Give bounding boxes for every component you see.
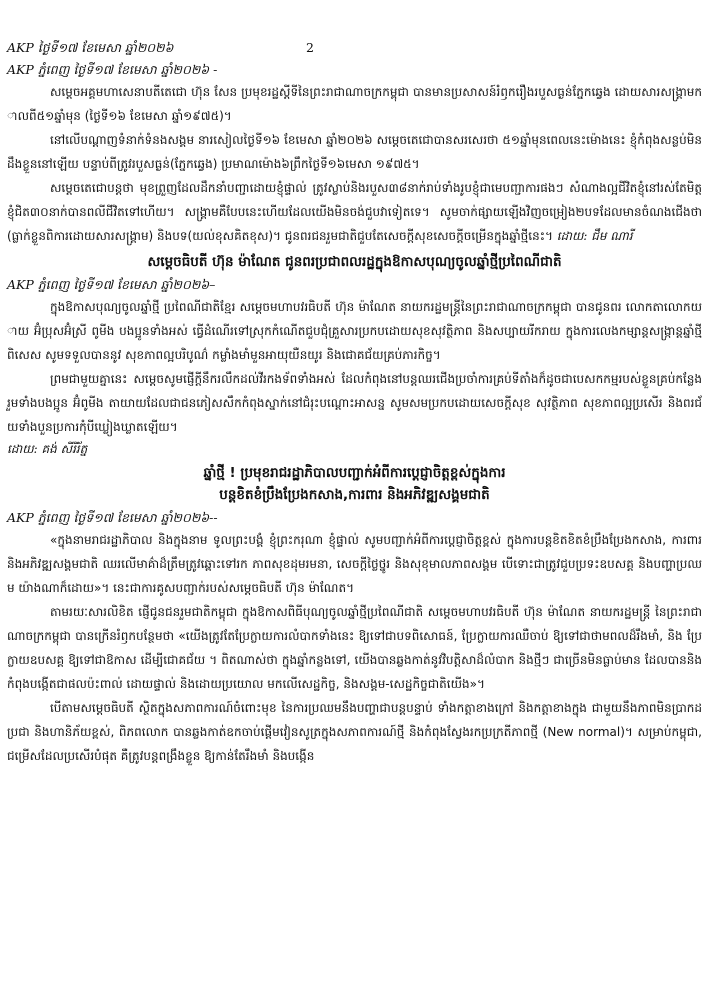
article-1-paragraph: សម្តេចអគ្គមហាសេនាបតីតេជោ ហ៊ុន សែន ប្រមុខរដ្ឋស្តីទីនៃព្រះរាជាណាចក្រកម្ពុជា បានមានប្រសាសន៍រំឭករឿងរបួសធ្ងន់ភ្នែកឆ្វេង ដោយសារសង្គ្រាមកាលពី៥១ឆ្នាំមុន (ថ្ងៃទី១៦ ខែមេសា ឆ្នាំ១៩៧៥)។ [7,85,702,123]
article-2-byline: ដោយ: គង់ សីរីរ័ត្ន [7,442,88,456]
article-1-paragraph-text: សម្តេចតេជោបន្តថា មុខព្រួញដែលដឹកនាំបញ្ជាដោយខ្ញុំផ្ទាល់ ត្រូវស្លាប់និងរបួស៣៨នាក់រាប់ទាំងរូបខ្ញុំជាមេបញ្ជាការផងៗ សំណាងល្អជីវិតខ្ញុំនៅរស់តែមិត្តខ្ញុំជិត៣០នាក់បានពលីជីវិតទៅហើយ។ សង្គ្រាមគឺបែបនេះហើយដែលយើងមិនចង់ជួបវាទៀតទេ។ សូមចាក់ផ្សាយឡើងវិញចម្រៀង២បទដែលមានចំណងជើងថា (ធ្លាក់ខ្លួនពិការដោយសារសង្គ្រាម) និងបទ(យល់ខុសគិតខុស)។ ជូនពរជនរួមជាតិជួបតែសេចក្តីសុខសេចក្តីចម្រើនក្នុងឆ្នាំថ្មីនេះ។ [7,181,702,243]
article-2-paragraph: ក្នុងឱកាសបុណ្យចូលឆ្នាំថ្មី ប្រពៃណីជាតិខ្មែរ សម្តេចមហាបវរធិបតី ហ៊ុន ម៉ាណែត នាយករដ្ឋមន្ត្រីនៃព្រះរាជាណាចក្រកម្ពុជា បានជូនពរ លោកតាលោកយាយ អ៊ំប្រុសអ៊ំស្រី ពូមីង បងប្អូនទាំងអស់ ធ្វើដំណើរទៅស្រុកកំណើតជួបជុំគ្រួសារប្រកបដោយសុខសុវត្ថិភាព និងសប្បាយរីករាយ ក្នុងការលេងកម្សាន្តសង្ក្រាន្តឆ្នាំថ្មី ពិសេស សូមទទួលបាននូវ សុខភាពល្អបរិបូណ៌ កម្លាំងមាំមួនអាយុយឺនយូរ និងជោគជ័យគ្រប់ភារកិច្ច។ [7,300,702,362]
article-3-paragraph: បើតាមសម្តេចធិបតី ស្ថិតក្នុងសភាពការណ៍ចំពោះមុខ នៃការប្រឈមនឹងបញ្ហាជាបន្តបន្ទាប់ ទាំងកត្តាខាងក្រៅ និងកត្តាខាងក្នុង ជាមួយនឹងភាពមិនប្រាកដប្រជា និងហានិភ័យខ្ពស់, ពិភពលោក បានឆ្លងកាត់ឧកចាប់ផ្ដើមវៀនសូត្រក្នុងសភាពការណ៍ថ្មី និងកំពុងស្វែងរកប្រក្រតីភាពថ្មី (New normal)។ សម្រាប់កម្ពុជា, ជម្រើសដែលប្រសើរបំផុត គឺត្រូវបន្តពង្រឹងខ្លួន ឱ្យកាន់តែរឹងមាំ និងបង្កើន [7,701,702,763]
article-3-paragraph: តាមរយៈសារលិខិត ផ្ញើជូនជនរួមជាតិកម្ពុជា ក្នុងឱកាសពិធីបុណ្យចូលឆ្នាំថ្មីប្រពៃណីជាតិ សម្តេចមហាបវរធិបតី ហ៊ុន ម៉ាណែត នាយករដ្ឋមន្ត្រី នៃព្រះរាជាណាចក្រកម្ពុជា បានក្រើនរំឭកបន្ថែមថា «យើងត្រូវតែប្រែក្លាយការលំបាកទាំងនេះ ឱ្យទៅជាបទពិសោធន៍, ប្រែក្លាយការឈឺចាប់ ឱ្យទៅជាថាមពលដ៏រឹងមាំ, និង ប្រែក្លាយឧបសគ្គ ឱ្យទៅជាឱកាស ដើម្បីជោគជ័យ ។ ពិតណាស់ថា ក្នុងឆ្នាំកន្លងទៅ, យើងបានឆ្លងកាត់នូវវិបត្តិសាដ៏លំបាក និងថ្មីៗ ជាច្រើនមិនធ្លាប់មាន ដែលបាននិងកំពុងបង្កើតជាផលប៉ះពាល់ ដោយផ្ទាល់ និងដោយប្រយោល មកលើសេដ្ឋកិច្ច, និងសង្គម-សេដ្ឋកិច្ចជាតិយើង»។ [7,605,702,691]
article-2 [7,251,702,459]
article-3-dateline: AKP ភ្នំពេញ ថ្ងៃទី១៧ ខែមេសា ឆ្នាំ២០២៦-- [7,510,218,525]
article-3-paragraph: «ក្នុងនាមរាជរដ្ឋាភិបាល និងក្នុងនាម ទូលព្រះបង្គំ ខ្ញុំព្រះករុណា ខ្ញុំផ្ទាល់ សូមបញ្ជាក់អំពីការប្តេជ្ញាចិត្តខ្ពស់ ក្នុងការបន្តខិតខិតខំប្រឹងប្រែងកសាង, ការពារ និងអភិវឌ្ឍសង្គមជាតិ ឈរលើមាគ៌ាដ៏ត្រឹមត្រូវឆ្ពោះទៅរក ភាពសុខដុមរមនា, សេចក្តីថ្លៃថ្នូរ និងសុខុមាលភាពសង្គម បើទោះជាត្រូវជួបប្រទះឧបសគ្គ និងបញ្ហាប្រឈម យ៉ាងណាក៏ដោយ»។ នេះជាការគូសបញ្ជាក់របស់សម្តេចធិបតី ហ៊ុន ម៉ាណែត។ [7,533,702,595]
article-1-paragraph [7,176,702,248]
article-2-dateline: AKP ភ្នំពេញ ថ្ងៃទី១៧ ខែមេសា ឆ្នាំ២០២៦– [7,277,216,292]
article-3-headline-line-2: បន្តខិតខំប្រឹងប្រែងកសាង,ការពារ និងអភិវឌ្ឍសង្គមជាតិ [219,487,490,503]
article-2-paragraph: ព្រមជាមួយគ្នានេះ សម្តេចសូមផ្ញើក្តីនឹករលឹកដល់វីរកងទ័ពទាំងអស់ ដែលកំពុងនៅបន្តឈរជើងប្រចាំការគ្រប់ទីតាំងក៏ដូចជាបេសកកម្មរបស់ខ្លួនគ្រប់កន្លែង រួមទាំងបងប្អូន អ៊ំពូមីង តាយាយដែលជាជនភៀសសឹកកំពុងស្នាក់នៅជំរុះបណ្តោះអាសន្ន សូមសមប្រកបដោយសេចក្តីសុខ សុវត្ថិភាព សុខភាពល្អប្រសើរ និងពរជ័យទាំងបួនប្រការកុំបីឃ្លៀងឃ្លាតឡើយ។ [7,372,702,434]
article-3-headline-line-1: ឆ្នាំថ្មី ! ប្រមុខរាជរដ្ឋាភិបាលបញ្ជាក់អំពីការប្តេជ្ញាចិត្តខ្ពស់ក្នុងការ [203,465,506,481]
article-1-byline: ដោយ: ជឹម ណារី [556,229,633,243]
article-3-headline [7,462,702,506]
page-number: 2 [306,40,314,55]
article-1-dateline: AKP ភ្នំពេញ ថ្ងៃទី១៧ ខែមេសា ឆ្នាំ២០២៦ - [7,62,218,77]
article-2-headline: សម្តេចធិបតី ហ៊ុន ម៉ាណែត ជូនពរប្រជាពលរដ្ឋក្នុងឱកាសបុណ្យចូលឆ្នាំថ្មីប្រពៃណីជាតិ [147,254,562,270]
article-3 [7,462,702,768]
article-1-paragraph: នៅលើបណ្តាញទំនាក់ទំនងសង្គម នារសៀលថ្ងៃទី១៦ ខែមេសា ឆ្នាំ២០២៦ សម្តេចតេជោបានសរសេរថា ៥១ឆ្នាំមុនពេលនេះម៉ោងនេះ ខ្ញុំកំពុងសន្លប់មិនដឹងខ្លួននៅឡើយ បន្ទាប់ពីត្រូវរបួសធ្ងន់(ភ្នែកឆ្វេង) ប្រមាណម៉ោង៦ព្រឹកថ្ងៃទី១៦មេសា ១៩៧៥។ [7,133,702,171]
document-body [7,58,702,768]
running-header-dateline: AKP ថ្ងៃទី១៧ ខែមេសា ឆ្នាំ២០២៦ [7,40,174,55]
article-1 [7,60,702,248]
